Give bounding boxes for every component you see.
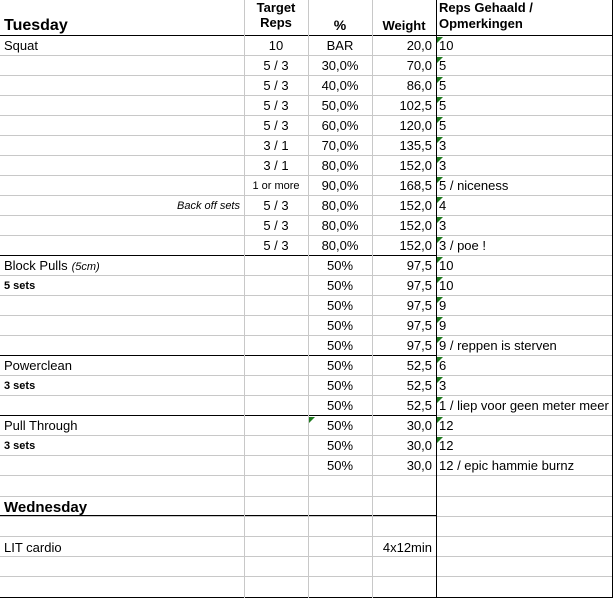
weight-cell[interactable]: 97,5 (406, 278, 432, 293)
exercise-name[interactable]: Squat (4, 38, 38, 53)
weight-cell[interactable]: 52,5 (406, 398, 432, 413)
percent-cell[interactable]: 40,0% (321, 78, 359, 93)
row-gridline (0, 215, 612, 216)
weight-cell[interactable]: 52,5 (406, 378, 432, 393)
percent-cell[interactable]: 90,0% (321, 178, 359, 193)
percent-cell[interactable]: 50% (326, 458, 354, 473)
row-gridline (0, 375, 612, 376)
weight-cell[interactable]: 135,5 (399, 138, 432, 153)
row-gridline (0, 195, 612, 196)
section-divider (0, 415, 436, 416)
exercise-name[interactable]: Powerclean (4, 358, 72, 373)
notes-column-border (436, 0, 437, 598)
percent-cell[interactable]: 30,0% (321, 58, 359, 73)
reps-done-cell[interactable]: 9 (439, 298, 447, 313)
row-gridline (0, 275, 612, 276)
back-off-label: Back off sets (177, 200, 240, 212)
weight-cell[interactable]: 70,0 (406, 58, 432, 73)
row-gridline (0, 516, 612, 517)
row-gridline (0, 135, 612, 136)
row-gridline (0, 395, 612, 396)
target-reps-cell[interactable]: 5 / 3 (263, 78, 289, 93)
section-divider (0, 255, 436, 256)
weight-cell[interactable]: 97,5 (406, 298, 432, 313)
percent-cell[interactable]: 50% (326, 398, 354, 413)
column-gridline (308, 0, 309, 598)
target-reps-cell[interactable]: 5 / 3 (263, 238, 289, 253)
column-gridline (372, 0, 373, 598)
reps-done-cell[interactable]: 5 (439, 98, 447, 113)
header-notes-line1: Reps Gehaald / (439, 0, 533, 15)
reps-done-cell[interactable]: 1 / liep voor geen meter meer (439, 398, 609, 413)
row-gridline (0, 235, 612, 236)
weight-cell[interactable]: 152,0 (399, 238, 432, 253)
comment-indicator-icon (437, 77, 443, 83)
exercise-note: (5cm) (71, 261, 100, 273)
row-gridline (0, 556, 612, 557)
percent-cell[interactable]: 80,0% (321, 198, 359, 213)
percent-cell[interactable]: 50% (326, 278, 354, 293)
comment-indicator-icon (437, 437, 443, 443)
reps-done-cell[interactable]: 10 (439, 278, 454, 293)
percent-cell[interactable]: 80,0% (321, 238, 359, 253)
sheet-right-border (612, 0, 613, 598)
header-target: Target (256, 0, 296, 15)
weight-cell[interactable]: 30,0 (406, 438, 432, 453)
row-gridline (0, 315, 612, 316)
comment-indicator-icon (437, 217, 443, 223)
reps-done-cell[interactable]: 4 (439, 198, 447, 213)
percent-cell[interactable]: 50,0% (321, 98, 359, 113)
day-title-wednesday: Wednesday (4, 499, 88, 516)
row-gridline (0, 295, 612, 296)
reps-done-cell[interactable]: 12 / epic hammie burnz (439, 458, 575, 473)
comment-indicator-icon (437, 257, 443, 263)
reps-done-cell[interactable]: 9 (439, 318, 447, 333)
comment-indicator-icon (437, 197, 443, 203)
header-weight: Weight (382, 18, 426, 33)
weight-cell[interactable]: 97,5 (406, 318, 432, 333)
reps-done-cell[interactable]: 6 (439, 358, 447, 373)
percent-cell[interactable]: BAR (326, 38, 354, 53)
row-gridline (0, 536, 612, 537)
reps-done-cell[interactable]: 5 (439, 78, 447, 93)
percent-cell[interactable]: 70,0% (321, 138, 359, 153)
row-gridline (0, 175, 612, 176)
sheet-bottom-border (0, 597, 612, 598)
sets-count[interactable]: 5 sets (4, 280, 36, 292)
weight-cell[interactable]: 30,0 (406, 458, 432, 473)
column-gridline (244, 0, 245, 598)
weight-cell[interactable]: 152,0 (399, 158, 432, 173)
weight-cell[interactable]: 86,0 (406, 78, 432, 93)
percent-cell[interactable]: 50% (326, 258, 354, 273)
comment-indicator-icon (437, 97, 443, 103)
percent-cell[interactable]: 50% (326, 298, 354, 313)
exercise-name[interactable]: Pull Through (4, 418, 78, 433)
comment-indicator-icon (437, 117, 443, 123)
reps-done-cell[interactable]: 12 (439, 418, 454, 433)
weight-cell[interactable]: 152,0 (399, 198, 432, 213)
target-reps-cell[interactable]: 5 / 3 (263, 98, 289, 113)
weight-cell[interactable]: 20,0 (406, 38, 432, 53)
row-gridline (0, 115, 612, 116)
reps-done-cell[interactable]: 10 (439, 38, 454, 53)
reps-done-cell[interactable]: 5 (439, 118, 447, 133)
comment-indicator-icon (437, 417, 443, 423)
target-reps-cell[interactable]: 10 (268, 38, 284, 53)
comment-indicator-icon (437, 137, 443, 143)
cardio-value[interactable]: 4x12min (382, 540, 432, 555)
reps-done-cell[interactable]: 3 (439, 138, 447, 153)
reps-done-cell[interactable]: 9 / reppen is sterven (439, 338, 557, 353)
percent-cell[interactable]: 50% (326, 358, 354, 373)
comment-indicator-icon (437, 57, 443, 63)
reps-done-cell[interactable]: 3 / poe ! (439, 238, 486, 253)
percent-cell[interactable]: 50% (326, 318, 354, 333)
target-reps-cell[interactable]: 3 / 1 (263, 158, 289, 173)
row-gridline (0, 335, 612, 336)
weight-cell[interactable]: 152,0 (399, 218, 432, 233)
header-reps: Reps (260, 15, 292, 30)
target-reps-cell[interactable]: 5 / 3 (263, 118, 289, 133)
row-gridline (0, 576, 612, 577)
row-gridline (0, 475, 612, 476)
reps-done-cell[interactable]: 3 (439, 378, 447, 393)
row-gridline (0, 455, 612, 456)
row-gridline (0, 435, 612, 436)
weight-cell[interactable]: 97,5 (406, 258, 432, 273)
comment-indicator-icon (437, 317, 443, 323)
weight-cell[interactable]: 52,5 (406, 358, 432, 373)
comment-indicator-icon (437, 177, 443, 183)
comment-indicator-icon (437, 297, 443, 303)
day-title-tuesday: Tuesday (4, 17, 68, 34)
reps-done-cell[interactable]: 5 / niceness (439, 178, 509, 193)
reps-done-cell[interactable]: 3 (439, 218, 447, 233)
comment-indicator-icon (309, 417, 315, 423)
target-reps-cell[interactable]: 5 / 3 (263, 58, 289, 73)
comment-indicator-icon (437, 377, 443, 383)
sets-count[interactable]: 3 sets (4, 380, 36, 392)
weight-cell[interactable]: 168,5 (399, 178, 432, 193)
weight-cell[interactable]: 97,5 (406, 338, 432, 353)
header-divider (0, 35, 612, 36)
percent-cell[interactable]: 50% (326, 338, 354, 353)
section-divider (0, 355, 436, 356)
cardio-label[interactable]: LIT cardio (4, 540, 62, 555)
percent-cell[interactable]: 50% (326, 378, 354, 393)
reps-done-cell[interactable]: 3 (439, 158, 447, 173)
target-reps-cell[interactable]: 3 / 1 (263, 138, 289, 153)
reps-done-cell[interactable]: 5 (439, 58, 447, 73)
comment-indicator-icon (437, 397, 443, 403)
percent-cell[interactable]: 50% (326, 418, 354, 433)
target-reps-cell[interactable]: 1 or more (252, 180, 300, 192)
header-notes-line2: Opmerkingen (439, 16, 523, 31)
sets-count[interactable]: 3 sets (4, 440, 36, 452)
weight-cell[interactable]: 102,5 (399, 98, 432, 113)
exercise-name[interactable]: Block Pulls (5cm) (4, 258, 100, 273)
reps-done-cell[interactable]: 12 (439, 438, 454, 453)
row-gridline (0, 155, 612, 156)
percent-cell[interactable]: 60,0% (321, 118, 359, 133)
percent-cell[interactable]: 80,0% (321, 218, 359, 233)
reps-done-cell[interactable]: 10 (439, 258, 454, 273)
comment-indicator-icon (437, 37, 443, 43)
weight-cell[interactable]: 120,0 (399, 118, 432, 133)
row-gridline (0, 496, 612, 497)
row-gridline (0, 75, 612, 76)
comment-indicator-icon (437, 357, 443, 363)
row-gridline (0, 55, 612, 56)
weight-cell[interactable]: 30,0 (406, 418, 432, 433)
comment-indicator-icon (437, 237, 443, 243)
comment-indicator-icon (437, 157, 443, 163)
percent-cell[interactable]: 50% (326, 438, 354, 453)
comment-indicator-icon (437, 277, 443, 283)
comment-indicator-icon (437, 337, 443, 343)
header-percent: % (333, 17, 347, 33)
row-gridline (0, 95, 612, 96)
target-reps-cell[interactable]: 5 / 3 (263, 218, 289, 233)
percent-cell[interactable]: 80,0% (321, 158, 359, 173)
target-reps-cell[interactable]: 5 / 3 (263, 198, 289, 213)
